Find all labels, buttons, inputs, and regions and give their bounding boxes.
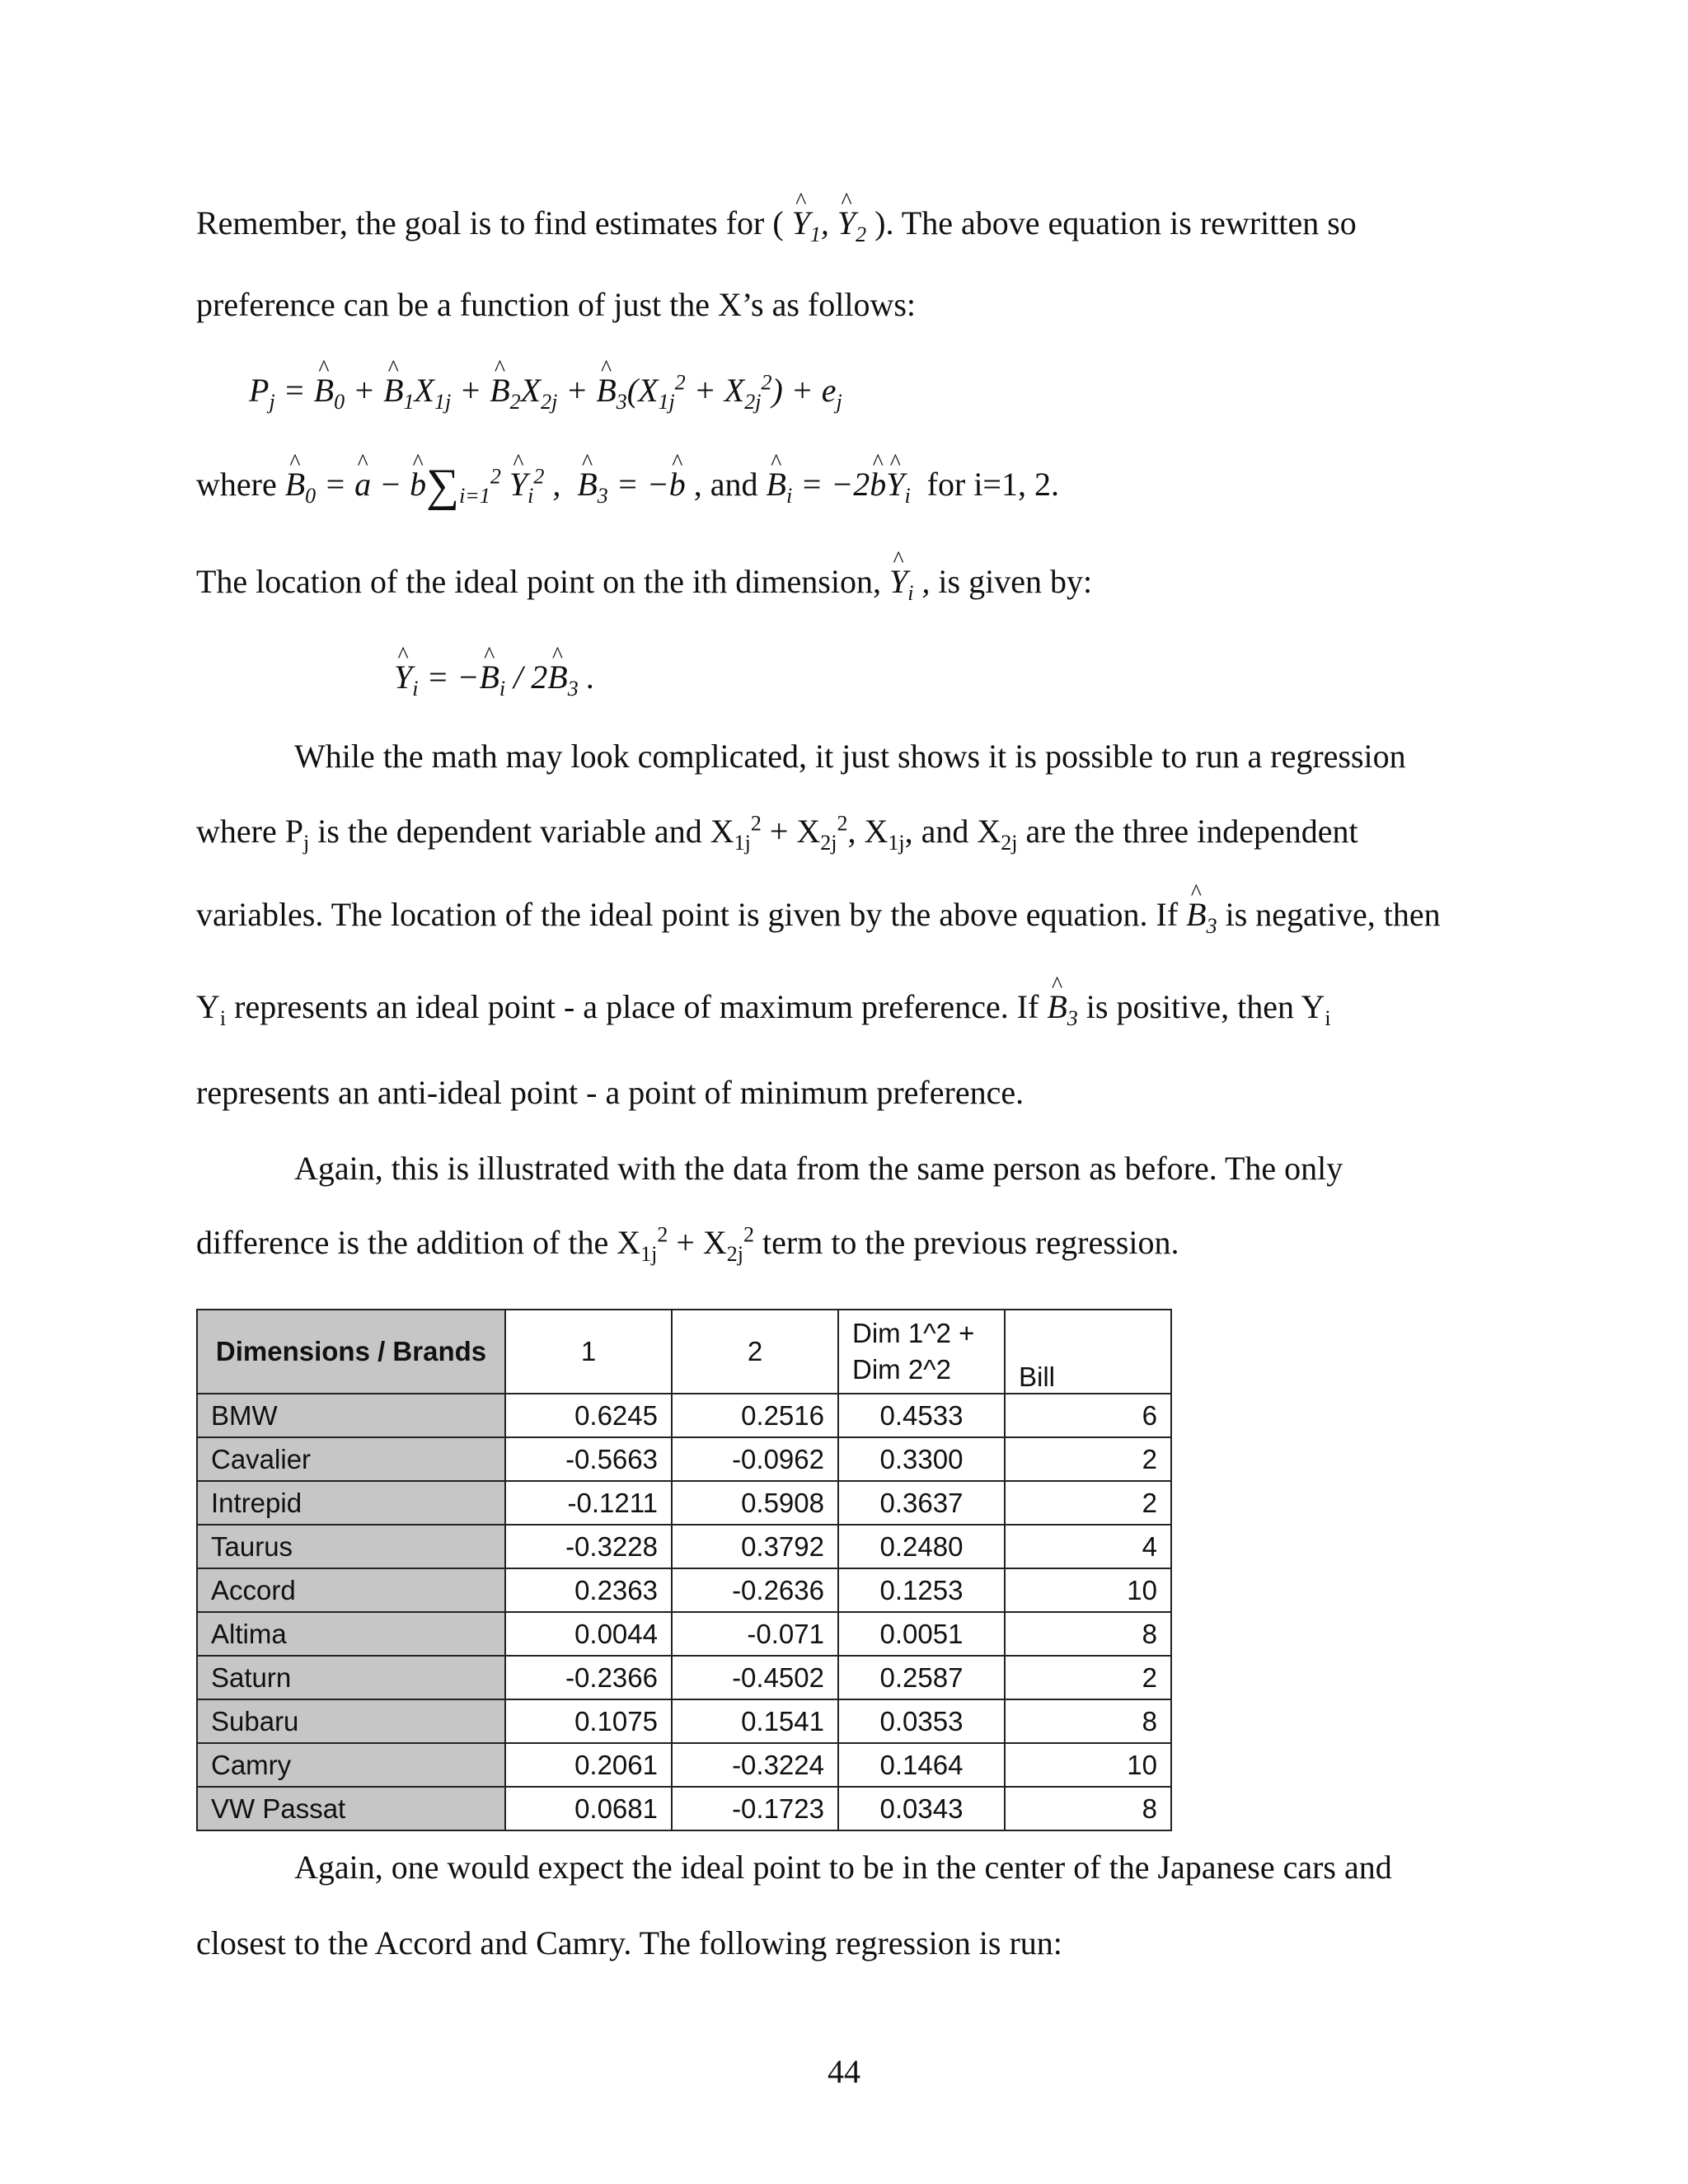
dim-1-cell: 0.2363 xyxy=(505,1568,672,1612)
dim-squared-cell: 0.2587 xyxy=(838,1656,1005,1699)
bill-cell: 10 xyxy=(1005,1743,1171,1787)
header-bill: Bill xyxy=(1005,1310,1171,1394)
header-dim-squared xyxy=(838,1310,1005,1394)
paragraph-line xyxy=(196,562,1093,605)
dim-1-cell: 0.0044 xyxy=(505,1612,672,1656)
paragraph-line xyxy=(196,204,1357,246)
brand-name-cell: VW Passat xyxy=(197,1787,505,1830)
text: variables. The location of the ideal point is given by the above equation. If xyxy=(196,896,1179,933)
text: represents an ideal point - a place of maximum preference. If xyxy=(226,988,1039,1025)
bill-cell: 8 xyxy=(1005,1612,1171,1656)
dim-squared-cell: 0.0051 xyxy=(838,1612,1005,1656)
paragraph-line: preference can be a function of just the X’s as follows: xyxy=(196,286,917,323)
data-table xyxy=(196,1309,1172,1831)
table-row xyxy=(197,1525,1171,1568)
paragraph-line: $Y_i$ represents an ideal point - a place of maximum preference. If ^ $B_3$ is positive, then $Y_i$ xyxy=(196,987,1331,1027)
dim-squared-cell: 0.0353 xyxy=(838,1699,1005,1743)
header-dim-2: 2 xyxy=(672,1310,838,1394)
equation: ^ $Y_1$, ^ $Y_2$ xyxy=(784,204,875,241)
text: where xyxy=(196,466,277,503)
dim-2-cell: -0.1723 xyxy=(672,1787,838,1830)
table-row xyxy=(197,1394,1171,1437)
paragraph-line xyxy=(196,460,1059,511)
table-row xyxy=(197,1699,1171,1743)
header-dim-1: 1 xyxy=(505,1310,672,1394)
text: is negative, then xyxy=(1225,896,1441,933)
text: The location of the ideal point on the ith dimension, xyxy=(196,563,881,600)
dim-squared-cell: 0.1253 xyxy=(838,1568,1005,1612)
text: term to the previous regression. xyxy=(754,1224,1179,1261)
dim-2-cell: 0.1541 xyxy=(672,1699,838,1743)
dim-1-cell: 0.1075 xyxy=(505,1699,672,1743)
text: is given by: xyxy=(938,563,1093,600)
text: Y xyxy=(196,988,220,1025)
equation: ^ $B_0$ = ^ a − ^ $b\sum_{i=1}^2$ ^ $Y_i^2$ , ^ $B_3$ = −^ b xyxy=(285,466,686,503)
dim-2-cell: 0.5908 xyxy=(672,1481,838,1525)
paragraph-line: closest to the Accord and Camry. The following regression is run: xyxy=(196,1924,1062,1961)
table-row xyxy=(197,1787,1171,1830)
bill-cell: 8 xyxy=(1005,1699,1171,1743)
dim-1-cell: -0.2366 xyxy=(505,1656,672,1699)
table-row xyxy=(197,1568,1171,1612)
table-row xyxy=(197,1656,1171,1699)
dim-2-cell: -0.2636 xyxy=(672,1568,838,1612)
paragraph-line: where $P_j$ is the dependent variable and $X_{1j}^2 + X_{2j}^2$, $X_{1j}$, and $X_{2j}$ are the three independent xyxy=(196,811,1358,855)
table-row xyxy=(197,1437,1171,1481)
bill-cell: 10 xyxy=(1005,1568,1171,1612)
dim-squared-cell: 0.0343 xyxy=(838,1787,1005,1830)
dim-squared-cell: 0.4533 xyxy=(838,1394,1005,1437)
text: are the three independent xyxy=(1017,813,1358,850)
dim-2-cell: -0.0962 xyxy=(672,1437,838,1481)
paragraph-line: difference is the addition of the $X_{1j}^2 + X_{2j}^2$ term to the previous regression. xyxy=(196,1222,1179,1266)
dim-1-cell: -0.5663 xyxy=(505,1437,672,1481)
bill-cell: 8 xyxy=(1005,1787,1171,1830)
dim-squared-cell: 0.2480 xyxy=(838,1525,1005,1568)
header-dim-squared-line1: Dim 1^2 + xyxy=(852,1318,975,1348)
dim-squared-cell: 0.3637 xyxy=(838,1481,1005,1525)
equation: ^ $B_3$ xyxy=(1186,896,1217,933)
bill-cell: 2 xyxy=(1005,1656,1171,1699)
dim-2-cell: -0.3224 xyxy=(672,1743,838,1787)
text: Remember, the goal is to find estimates for ( xyxy=(196,204,784,241)
dim-squared-cell: 0.3300 xyxy=(838,1437,1005,1481)
paragraph-line xyxy=(196,895,1441,938)
text: difference is the addition of the X xyxy=(196,1224,641,1261)
table-header-row xyxy=(197,1310,1171,1394)
text: + X xyxy=(761,813,821,850)
dim-1-cell: 0.6245 xyxy=(505,1394,672,1437)
dim-1-cell: -0.1211 xyxy=(505,1481,672,1525)
brand-name-cell: Saturn xyxy=(197,1656,505,1699)
paragraph-line: While the math may look complicated, it just shows it is possible to run a regression xyxy=(294,738,1406,775)
dim-2-cell: 0.3792 xyxy=(672,1525,838,1568)
table-row xyxy=(197,1612,1171,1656)
brand-name-cell: BMW xyxy=(197,1394,505,1437)
text: ). The above equation is rewritten so xyxy=(874,204,1357,241)
dim-2-cell: 0.2516 xyxy=(672,1394,838,1437)
equation: $P_j$ = ^ $B_0$ + ^ $B_1X_{1j}$ + ^ $B_2X_{2j}$ + ^ $B_3(X_{1j}^2 + X_{2j}^2) + e_j$ xyxy=(249,371,842,410)
text: , and X xyxy=(904,813,1001,850)
text: + X xyxy=(668,1224,727,1261)
table-row xyxy=(197,1743,1171,1787)
text: where P xyxy=(196,813,303,850)
bill-cell: 2 xyxy=(1005,1437,1171,1481)
bill-cell: 2 xyxy=(1005,1481,1171,1525)
brand-name-cell: Intrepid xyxy=(197,1481,505,1525)
dim-squared-cell: 0.1464 xyxy=(838,1743,1005,1787)
text: is the dependent variable and X xyxy=(309,813,734,850)
paragraph-line: Again, one would expect the ideal point to be in the center of the Japanese cars and xyxy=(294,1849,1392,1886)
brand-name-cell: Cavalier xyxy=(197,1437,505,1481)
bill-cell: 4 xyxy=(1005,1525,1171,1568)
dim-1-cell: 0.2061 xyxy=(505,1743,672,1787)
equation: ^ $Y_i$ , xyxy=(889,563,930,600)
brand-name-cell: Subaru xyxy=(197,1699,505,1743)
equation: ^ $B_i$ = −2^ b^ $Y_i$ xyxy=(767,466,911,503)
header-dim-squared-line2: Dim 2^2 xyxy=(852,1354,952,1385)
page-number: 44 xyxy=(828,2053,860,2090)
equation: ^ $B_3$ xyxy=(1047,988,1077,1025)
dim-2-cell: -0.4502 xyxy=(672,1656,838,1699)
text: , X xyxy=(847,813,889,850)
brand-name-cell: Accord xyxy=(197,1568,505,1612)
text: for i=1, 2. xyxy=(926,466,1059,503)
brand-name-cell: Camry xyxy=(197,1743,505,1787)
bill-cell: 6 xyxy=(1005,1394,1171,1437)
table-row xyxy=(197,1481,1171,1525)
dim-1-cell: 0.0681 xyxy=(505,1787,672,1830)
paragraph-line: Again, this is illustrated with the data from the same person as before. The only xyxy=(294,1150,1343,1187)
brand-name-cell: Taurus xyxy=(197,1525,505,1568)
paragraph-line: represents an anti-ideal point - a point of minimum preference. xyxy=(196,1074,1025,1111)
dim-1-cell: -0.3228 xyxy=(505,1525,672,1568)
text: , and xyxy=(693,466,758,503)
brand-name-cell: Altima xyxy=(197,1612,505,1656)
dim-2-cell: -0.071 xyxy=(672,1612,838,1656)
header-dimensions-brands: Dimensions / Brands xyxy=(197,1310,505,1394)
equation: ^ $Y_i$ = −^ $B_i$ / 2^ $B_3$ . xyxy=(394,658,595,697)
text: is positive, then Y xyxy=(1085,988,1325,1025)
